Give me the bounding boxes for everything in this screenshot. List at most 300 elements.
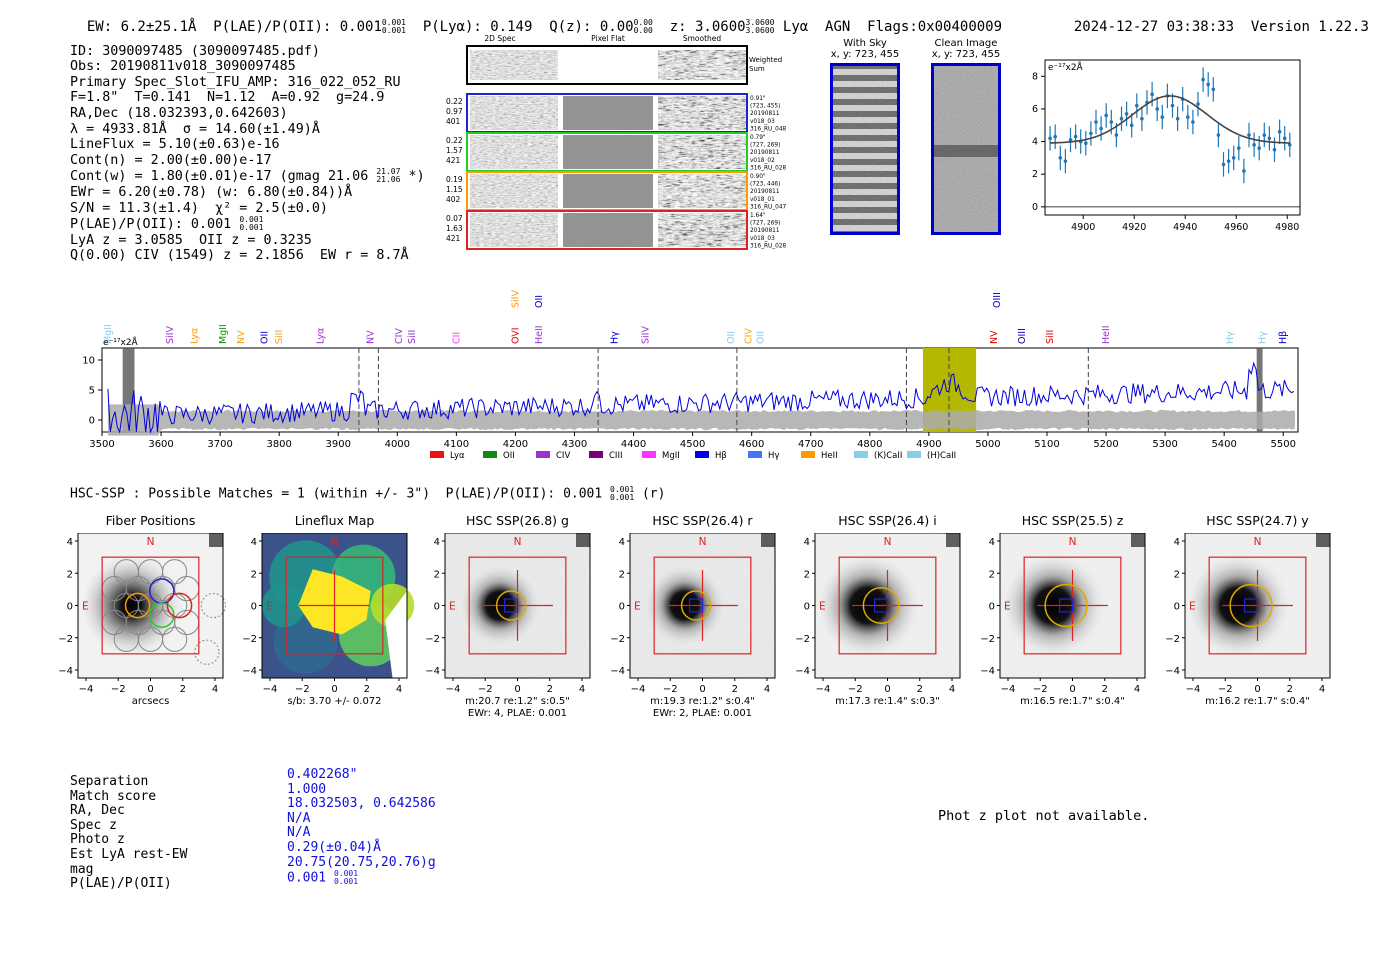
ytick-label: −4: [425, 666, 440, 677]
xtick-label: −2: [847, 684, 863, 695]
xtick-label: 0: [1069, 684, 1076, 695]
match-value: 20.75(20.75,20.76)g: [287, 854, 436, 870]
spectral-line-label: OII: [755, 330, 767, 344]
xtick-label: 0: [1254, 684, 1261, 695]
fit-point: [1099, 127, 1103, 131]
spec-xtick-label: 5300: [1152, 439, 1178, 450]
spectral-line-label: SiIV: [164, 326, 176, 344]
header-plya: P(Lyα): 0.149: [422, 19, 533, 35]
row-2d-image: [470, 213, 558, 247]
ytick-label: −2: [980, 633, 995, 645]
fit-point: [1232, 156, 1236, 160]
header-z: z: 3.0600: [669, 19, 746, 35]
fit-point: [1104, 114, 1108, 118]
north-label: N: [146, 536, 155, 548]
xtick-label: −2: [110, 684, 126, 695]
legend-swatch: [748, 451, 762, 458]
row-smoothed-image: [658, 213, 746, 247]
panel-caption: m:17.3 re:1.4" s:0.3": [835, 696, 940, 707]
info-primary: Primary Spec_Slot_IFU_AMP: 316_022_052_RU: [70, 74, 401, 90]
panel-caption: m:16.5 re:1.7" s:0.4": [1020, 696, 1125, 707]
north-label: N: [1253, 536, 1262, 548]
legend-entry: OII: [503, 451, 515, 461]
spectral-line-label: SiIV: [510, 290, 522, 308]
row-right-value: (727, 269): [750, 142, 781, 149]
ytick-label: 2: [433, 569, 440, 581]
spec-xtick-label: 4400: [620, 439, 647, 450]
info-obs: Obs: 20190811v018_3090097485: [70, 59, 296, 75]
full-spectrum-chart: [60, 270, 1320, 470]
fit-ylabel: e⁻¹⁷x2Å: [1048, 63, 1083, 73]
hsc-panel-title: Lineflux Map: [294, 513, 375, 528]
fit-point: [1191, 120, 1195, 124]
clean-image-title: Clean Image x, y: 723, 455: [931, 38, 1001, 60]
hsc-panel-2: [415, 533, 600, 728]
legend-entry: (H)CaII: [927, 451, 957, 461]
spectral-line-label: OIII: [991, 292, 1003, 308]
corner-source: [761, 533, 775, 547]
fit-point: [1268, 137, 1272, 141]
info-id: ID: 3090097485 (3090097485.pdf): [70, 43, 320, 59]
spectral-line-label: SiII: [274, 329, 286, 344]
spectral-line-label: MgII: [102, 324, 114, 344]
spec-xtick-label: 4200: [502, 439, 529, 450]
spectral-line-label: OIII: [1017, 328, 1029, 344]
line-fit-chart: [1030, 55, 1310, 235]
row-right-value: 0.91": [750, 96, 766, 102]
spectral-line-label: OII: [726, 330, 738, 344]
row-smoothed-image: [658, 96, 746, 130]
xtick-label: −4: [445, 684, 461, 695]
row-right-value: v018_02: [750, 157, 775, 164]
spec-xtick-label: 4900: [916, 439, 942, 450]
panel-caption: m:20.7 re:1.2" s:0.5": [465, 696, 570, 707]
fit-point: [1176, 117, 1180, 121]
east-label: E: [634, 600, 641, 613]
spec-xtick-label: 3700: [207, 439, 233, 450]
clean-image: [931, 63, 1001, 235]
legend-swatch: [801, 451, 815, 458]
fit-point: [1196, 102, 1200, 106]
with-sky-image: [830, 63, 900, 235]
fit-point: [1074, 135, 1078, 139]
spectral-line-label: HeII: [534, 325, 546, 344]
panel-caption: m:19.3 re:1.2" s:0.4": [650, 696, 755, 707]
hsc-panel-title: HSC SSP(24.7) y: [1206, 513, 1309, 528]
spec-xtick-label: 4600: [738, 439, 765, 450]
fit-point: [1263, 133, 1267, 137]
xtick-label: 4: [395, 684, 403, 695]
detection-info: [70, 28, 425, 280]
fit-point: [1089, 132, 1093, 136]
weighted-2d-image: [470, 50, 558, 80]
row-left-value: 1.57: [446, 146, 463, 155]
xtick-label: −2: [477, 684, 493, 695]
north-label: N: [883, 536, 892, 548]
xtick-label: 2: [1286, 684, 1293, 695]
spectral-line-label: Hγ: [1257, 331, 1269, 344]
ytick-label: 2: [618, 569, 625, 581]
fit-ytick-label: 6: [1031, 103, 1038, 115]
row-left-value: 1.63: [446, 224, 463, 233]
match-label: Separation: [70, 774, 149, 789]
legend-swatch: [430, 451, 444, 458]
fit-point: [1094, 120, 1098, 124]
fit-xtick-label: 4960: [1224, 222, 1249, 233]
spectral-line-label: Lyα: [315, 327, 327, 344]
north-label: N: [698, 536, 707, 548]
xtick-label: 0: [699, 684, 706, 695]
row-right-value: 20190811: [750, 189, 780, 196]
match-value: 1.000: [287, 781, 327, 797]
ytick-label: 4: [988, 537, 995, 548]
fit-point: [1186, 115, 1190, 119]
fit-point: [1201, 78, 1205, 82]
fit-point: [1273, 148, 1277, 152]
fit-point: [1161, 115, 1165, 119]
spectral-line-label: CIV: [394, 328, 406, 344]
spec-xtick-label: 4800: [857, 439, 883, 450]
xtick-label: 2: [546, 684, 553, 695]
ytick-label: −2: [242, 633, 257, 645]
match-value: 0.001 0.001 0.001: [287, 869, 359, 887]
ytick-label: 0: [1173, 601, 1180, 613]
ytick-label: −2: [795, 633, 810, 645]
header-ew: EW: 6.2±25.1Å: [86, 19, 197, 35]
east-label: E: [1189, 600, 1196, 613]
spectral-line-label: SiIV: [640, 326, 652, 344]
fit-point: [1283, 137, 1287, 141]
fit-point: [1048, 137, 1052, 141]
header-version: Version 1.22.3: [1250, 19, 1369, 35]
north-label: N: [1068, 536, 1077, 548]
spec-xtick-label: 3800: [266, 439, 292, 450]
match-label: Est LyA rest-EW: [70, 846, 188, 862]
east-label: E: [449, 600, 456, 613]
spectral-line-label: OII: [259, 330, 271, 344]
legend-entry: Lyα: [450, 451, 465, 461]
ytick-label: 4: [803, 537, 810, 548]
xtick-label: 2: [1101, 684, 1108, 695]
row-right-value: (723, 455): [750, 103, 781, 110]
row-right-value: 316_RU_047: [750, 204, 787, 211]
legend-swatch: [854, 451, 868, 458]
match-value: N/A: [287, 810, 311, 826]
match-label: P(LAE)/P(OII): [70, 876, 172, 892]
col-title-flat: Pixel Flat: [591, 34, 625, 43]
row-right-value: (723, 446): [750, 181, 781, 188]
fit-point: [1217, 133, 1221, 137]
fit-point: [1125, 112, 1129, 116]
with-sky-title: With Sky x, y: 723, 455: [830, 38, 900, 60]
spec-xtick-label: 4000: [384, 439, 411, 450]
xtick-label: 4: [1318, 684, 1326, 695]
info-lya: LyA z = 3.0585 OII z = 0.3235: [70, 232, 312, 248]
spec-xtick-label: 4100: [443, 439, 470, 450]
ytick-label: 2: [1173, 569, 1180, 581]
fit-point: [1150, 92, 1154, 96]
row-left-value: 421: [446, 234, 461, 243]
row-smoothed-image: [658, 174, 746, 208]
hsc-panel-title: HSC SSP(26.8) g: [466, 513, 569, 528]
hsc-panel-4: [785, 533, 970, 728]
legend-entry: (K)CaII: [874, 451, 903, 461]
north-label: N: [513, 536, 522, 548]
fit-point: [1155, 107, 1159, 111]
hsc-panel-0: [48, 533, 233, 728]
legend-entry: CIII: [609, 451, 623, 461]
spec-xtick-label: 4500: [679, 439, 706, 450]
ytick-label: −2: [1165, 633, 1180, 645]
legend-entry: HeII: [821, 451, 838, 461]
fit-point: [1257, 146, 1261, 150]
fit-point: [1227, 159, 1231, 163]
hsc-panel-title: HSC SSP(26.4) i: [838, 513, 937, 528]
fit-point: [1135, 104, 1139, 108]
fit-point: [1247, 133, 1251, 137]
match-value: N/A: [287, 825, 311, 841]
panel-caption-2: EWr: 2, PLAE: 0.001: [652, 708, 753, 719]
ytick-label: −4: [980, 666, 995, 677]
legend-entry: CIV: [556, 451, 571, 461]
xtick-label: −2: [294, 684, 310, 695]
xtick-label: 4: [1133, 684, 1141, 695]
panel-caption: m:16.2 re:1.7" s:0.4": [1205, 696, 1310, 707]
hsc-panel-6: [1155, 533, 1340, 728]
xtick-label: 0: [884, 684, 891, 695]
info-radec: RA,Dec (18.032393,0.642603): [70, 105, 288, 121]
fit-point: [1059, 156, 1063, 160]
row-flat-noise: [563, 174, 653, 208]
legend-entry: Hβ: [715, 451, 727, 461]
hsc-panel-title: Fiber Positions: [105, 513, 196, 528]
cutout-grid: [440, 30, 800, 260]
spec-xtick-label: 4300: [561, 439, 588, 450]
ytick-label: 2: [988, 569, 995, 581]
fit-plot-frame: [1045, 60, 1300, 215]
spec-ytick-label: 0: [88, 415, 95, 427]
legend-swatch: [589, 451, 603, 458]
fit-point: [1237, 146, 1241, 150]
spec-xtick-label: 3500: [89, 439, 115, 450]
row-2d-image: [470, 135, 558, 169]
xtick-label: 0: [147, 684, 154, 695]
row-2d-image: [470, 96, 558, 130]
match-label: Photo z: [70, 832, 125, 848]
info-lambda: λ = 4933.81Å σ = 14.60(±1.49)Å: [70, 121, 320, 137]
spec-xtick-label: 4700: [798, 439, 824, 450]
header-line: EW: 6.2±25.1Å P(LAE)/P(OII): 0.0010.001 0.001 P(Lyα): 0.149 Q(z): 0.000.00 0.00 z: 3.06003.0600 3.0600 Lyα AGN Flags:0x00400009: [86, 18, 1003, 35]
ytick-label: 2: [66, 569, 73, 581]
spectral-line-label: CIV: [743, 328, 755, 344]
info-plae: P(LAE)/P(OII): 0.001 0.001 0.001: [70, 215, 264, 233]
ytick-label: −4: [58, 666, 73, 677]
fit-point: [1206, 83, 1210, 87]
fit-point: [1212, 88, 1216, 92]
xtick-label: 2: [916, 684, 923, 695]
legend-swatch: [695, 451, 709, 458]
east-label: E: [82, 600, 89, 613]
fit-point: [1110, 120, 1114, 124]
info-civ: Q(0.00) CIV (1549) z = 2.1856 EW r = 8.7Å: [70, 248, 409, 264]
xtick-label: −4: [815, 684, 831, 695]
row-flat-noise: [563, 213, 653, 247]
xtick-label: −2: [1217, 684, 1233, 695]
ytick-label: 4: [433, 537, 440, 548]
xtick-label: −4: [78, 684, 94, 695]
fit-xtick-label: 4940: [1173, 222, 1198, 233]
xtick-label: −2: [1032, 684, 1048, 695]
row-right-value: 0.79": [750, 135, 766, 141]
info-lineflux: LineFlux = 5.10(±0.63)e-16: [70, 137, 280, 153]
spectral-line-label: OII: [534, 294, 546, 308]
fit-ytick-label: 8: [1031, 71, 1038, 83]
fit-ytick-label: 4: [1031, 136, 1038, 148]
row-right-value: 20190811: [750, 228, 780, 235]
spec-xtick-label: 3900: [325, 439, 351, 450]
east-label: E: [1004, 600, 1011, 613]
row-right-value: v018_03: [750, 118, 775, 125]
hsc-title: HSC-SSP : Possible Matches = 1 (within +/- 3") P(LAE)/P(OII): 0.001 0.001 0.001 (r): [70, 485, 666, 502]
match-label: Match score: [70, 788, 157, 804]
fit-point: [1278, 130, 1282, 134]
fit-point: [1120, 117, 1124, 121]
hsc-panel-title: HSC SSP(25.5) z: [1021, 513, 1124, 528]
info-sn: S/N = 11.3(±1.4) χ² = 2.5(±0.0): [70, 200, 328, 216]
info-params: F=1.8" T=0.141 N=1.12 A=0.92 g=24.9: [70, 90, 385, 106]
xtick-label: −4: [1000, 684, 1016, 695]
info-contn: Cont(n) = 2.00(±0.00)e-17: [70, 152, 272, 168]
panel-caption: arcsecs: [131, 696, 170, 707]
spectral-line-label: SiII: [1044, 329, 1056, 344]
match-labels: [70, 775, 187, 892]
row-right-value: (727, 269): [750, 220, 781, 227]
fit-point: [1140, 117, 1144, 121]
match-values: [287, 768, 436, 886]
legend-entry: MgII: [662, 451, 680, 461]
spec-xtick-label: 5400: [1211, 439, 1237, 450]
ytick-label: −4: [795, 666, 810, 677]
spectrum-ylabel: e⁻¹⁷x2Å: [103, 338, 138, 348]
fit-ytick-label: 0: [1031, 201, 1038, 213]
row-right-value: 20190811: [750, 150, 780, 157]
legend-swatch: [536, 451, 550, 458]
fit-xtick-label: 4920: [1122, 222, 1147, 233]
ytick-label: 0: [250, 601, 257, 613]
match-label: mag: [70, 861, 94, 877]
fit-point: [1171, 104, 1175, 108]
xtick-label: 4: [948, 684, 956, 695]
weighted-label: Weighted Sum: [749, 56, 783, 73]
ytick-label: 0: [618, 601, 625, 613]
ytick-label: 2: [250, 569, 257, 581]
row-left-value: 0.22: [446, 136, 463, 145]
spectral-line-label: OVI: [510, 327, 522, 344]
row-left-value: 401: [446, 117, 461, 126]
col-title-smoothed: Smoothed: [682, 34, 722, 43]
spectral-line-label: Lyα: [189, 327, 201, 344]
header-plae: P(LAE)/P(OII): 0.001: [213, 19, 382, 35]
legend-swatch: [642, 451, 656, 458]
xtick-label: 0: [331, 684, 338, 695]
col-title-2d: 2D Spec: [484, 34, 516, 43]
spec-xtick-label: 5500: [1270, 439, 1296, 450]
xtick-label: 4: [578, 684, 586, 695]
north-label: N: [330, 536, 339, 548]
xtick-label: 2: [179, 684, 186, 695]
spec-xtick-label: 3600: [148, 439, 174, 450]
row-right-value: v018_03: [750, 235, 775, 242]
xtick-label: 0: [514, 684, 521, 695]
row-right-value: 316_RU_028: [750, 243, 787, 250]
header-lines: Lyα AGN Flags:0x00400009: [782, 19, 1003, 35]
corner-source: [1131, 533, 1145, 547]
xtick-label: −4: [262, 684, 278, 695]
ytick-label: 0: [66, 601, 73, 613]
spec-xtick-label: 5100: [1034, 439, 1060, 450]
row-flat-noise: [563, 96, 653, 130]
row-right-value: 0.90": [750, 174, 766, 180]
header-qz: Q(z): 0.00: [549, 19, 634, 35]
fit-xtick-label: 4980: [1275, 222, 1300, 233]
weighted-smoothed-image: [658, 50, 746, 80]
east-label: E: [266, 600, 273, 613]
spectral-line-label: Hβ: [1278, 330, 1290, 344]
match-value: 0.402268": [287, 767, 358, 782]
hsc-panel-3: [600, 533, 785, 728]
match-value: 0.29(±0.04)Å: [287, 839, 381, 855]
hsc-panel-1: [232, 533, 417, 728]
spectral-line-label: SiII: [407, 329, 419, 344]
row-right-value: 316_RU_028: [750, 165, 787, 172]
fit-point: [1252, 143, 1256, 147]
row-right-value: v018_01: [750, 196, 775, 203]
row-right-value: 316_RU_048: [750, 126, 787, 133]
info-ewr: EWr = 6.20(±0.78) (w: 6.80(±0.84))Å: [70, 184, 353, 200]
match-value: 18.032503, 0.642586: [287, 796, 436, 812]
info-contw: Cont(w) = 1.80(±0.01)e-17 (gmag 21.06 21.07 21.06 *): [70, 167, 425, 185]
spectral-line-label: NV: [365, 330, 377, 344]
xtick-label: −4: [1185, 684, 1201, 695]
ytick-label: 4: [250, 537, 257, 548]
spec-xtick-label: 5000: [975, 439, 1001, 450]
fit-point: [1053, 135, 1057, 139]
corner-source: [209, 533, 223, 547]
row-left-value: 0.22: [446, 97, 463, 106]
spec-ytick-label: 10: [82, 355, 95, 367]
ytick-label: −2: [58, 633, 73, 645]
ytick-label: 0: [433, 601, 440, 613]
fit-ytick-label: 2: [1031, 169, 1038, 181]
fit-point: [1064, 159, 1068, 163]
ytick-label: 2: [803, 569, 810, 581]
ytick-label: 0: [988, 601, 995, 613]
ytick-label: −4: [610, 666, 625, 677]
panel-caption-2: EWr: 4, PLAE: 0.001: [467, 708, 568, 719]
row-2d-image: [470, 174, 558, 208]
xtick-label: 4: [763, 684, 771, 695]
spectral-line-label: MgII: [218, 324, 230, 344]
spectral-line-label: NV: [988, 330, 1000, 344]
legend-swatch: [907, 451, 921, 458]
cutout-rows: [446, 94, 787, 249]
match-label: Spec z: [70, 817, 117, 833]
corner-source: [946, 533, 960, 547]
legend-entry: Hγ: [768, 451, 780, 461]
ytick-label: 4: [1173, 537, 1180, 548]
header-timestamp: 2024-12-27 03:38:33 Version 1.22.3: [1073, 19, 1369, 35]
row-flat-noise: [563, 135, 653, 169]
